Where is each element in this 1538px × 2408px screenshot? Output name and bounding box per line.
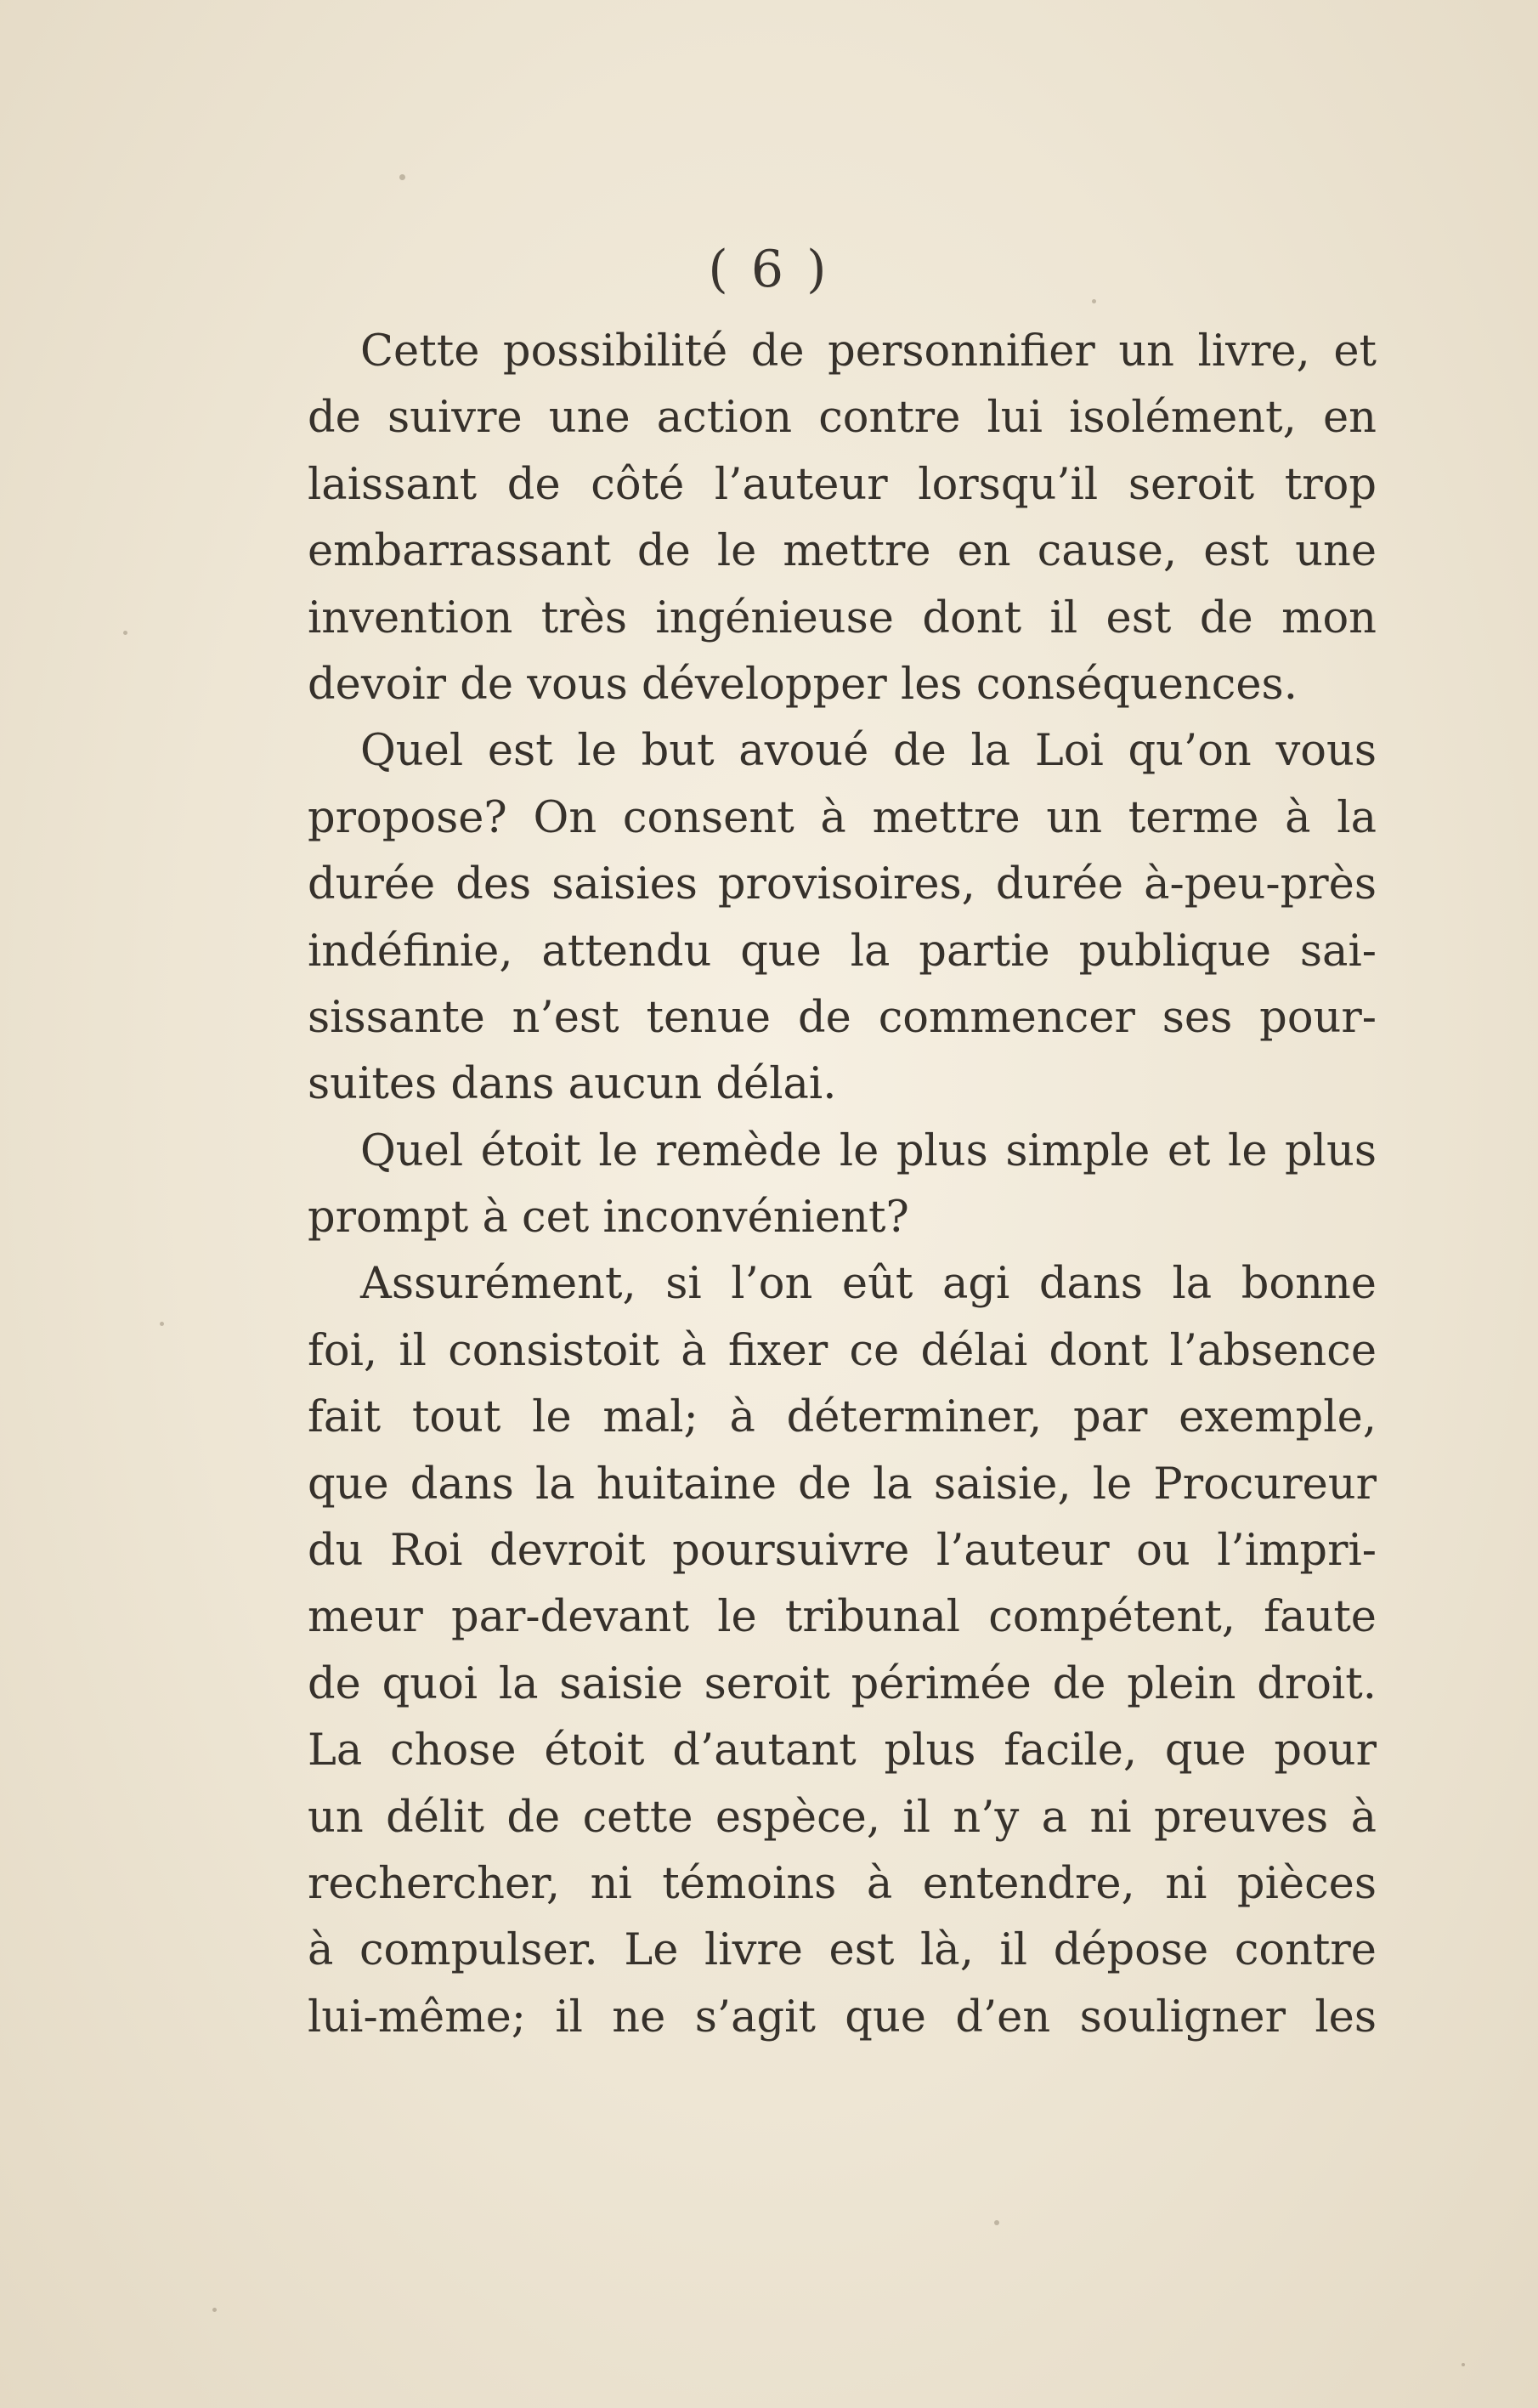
body-text <box>308 319 1377 2051</box>
text-line: sissante n’est tenue de commencer ses pour- <box>308 992 1377 1043</box>
text-line: invention très ingénieuse dont il est de mon <box>308 592 1377 643</box>
text-line: propose? On consent à mettre un terme à la <box>308 792 1377 843</box>
text-line: foi, il consistoit à fixer ce délai dont l’absence <box>308 1325 1377 1376</box>
text-line: Cette possibilité de personnifier un livre, et <box>360 326 1377 377</box>
paper-speck <box>1462 2363 1465 2366</box>
text-line: que dans la huitaine de la saisie, le Procureur <box>308 1459 1377 1510</box>
paper-speck <box>399 174 405 180</box>
paper-speck <box>994 2220 999 2225</box>
text-line: indéfinie, attendu que la partie publique sai- <box>308 926 1377 977</box>
text-line: rechercher, ni témoins à entendre, ni pièces <box>308 1858 1377 1909</box>
text-line: du Roi devroit poursuivre l’auteur ou l’impri- <box>308 1526 1377 1577</box>
text-line: Quel est le but avoué de la Loi qu’on vous <box>360 726 1377 777</box>
paper-speck <box>1092 299 1096 303</box>
text-line: fait tout le mal; à déterminer, par exemple, <box>308 1392 1377 1443</box>
text-line: Assurément, si l’on eût agi dans la bonne <box>360 1259 1377 1310</box>
paper-speck <box>123 631 127 635</box>
text-line: lui-même; il ne s’agit que d’en souligner les <box>308 1992 1377 2043</box>
text-line: un délit de cette espèce, il n’y a ni preuves à <box>308 1792 1377 1843</box>
text-line: devoir de vous développer les conséquences. <box>308 659 1298 710</box>
text-line: suites dans aucun délai. <box>308 1059 837 1110</box>
text-line: meur par-devant le tribunal compétent, faute <box>308 1592 1377 1643</box>
text-line: de suivre une action contre lui isolément, en <box>308 393 1377 444</box>
text-line: durée des saisies provisoires, durée à-peu-près <box>308 859 1377 910</box>
text-line: La chose étoit d’autant plus facile, que pour <box>308 1725 1377 1776</box>
text-line: prompt à cet inconvénient? <box>308 1193 909 1244</box>
text-line: à compulser. Le livre est là, il dépose contre <box>308 1925 1377 1976</box>
text-line: de quoi la saisie seroit périmée de plein droit. <box>308 1658 1377 1709</box>
page-number: ( 6 ) <box>708 240 830 299</box>
paper-speck <box>212 2308 217 2312</box>
paper-speck <box>160 1322 164 1326</box>
text-line: embarrassant de le mettre en cause, est une <box>308 526 1377 577</box>
text-line: laissant de côté l’auteur lorsqu’il seroit trop <box>308 459 1377 510</box>
text-line: Quel étoit le remède le plus simple et le plus <box>360 1125 1377 1176</box>
